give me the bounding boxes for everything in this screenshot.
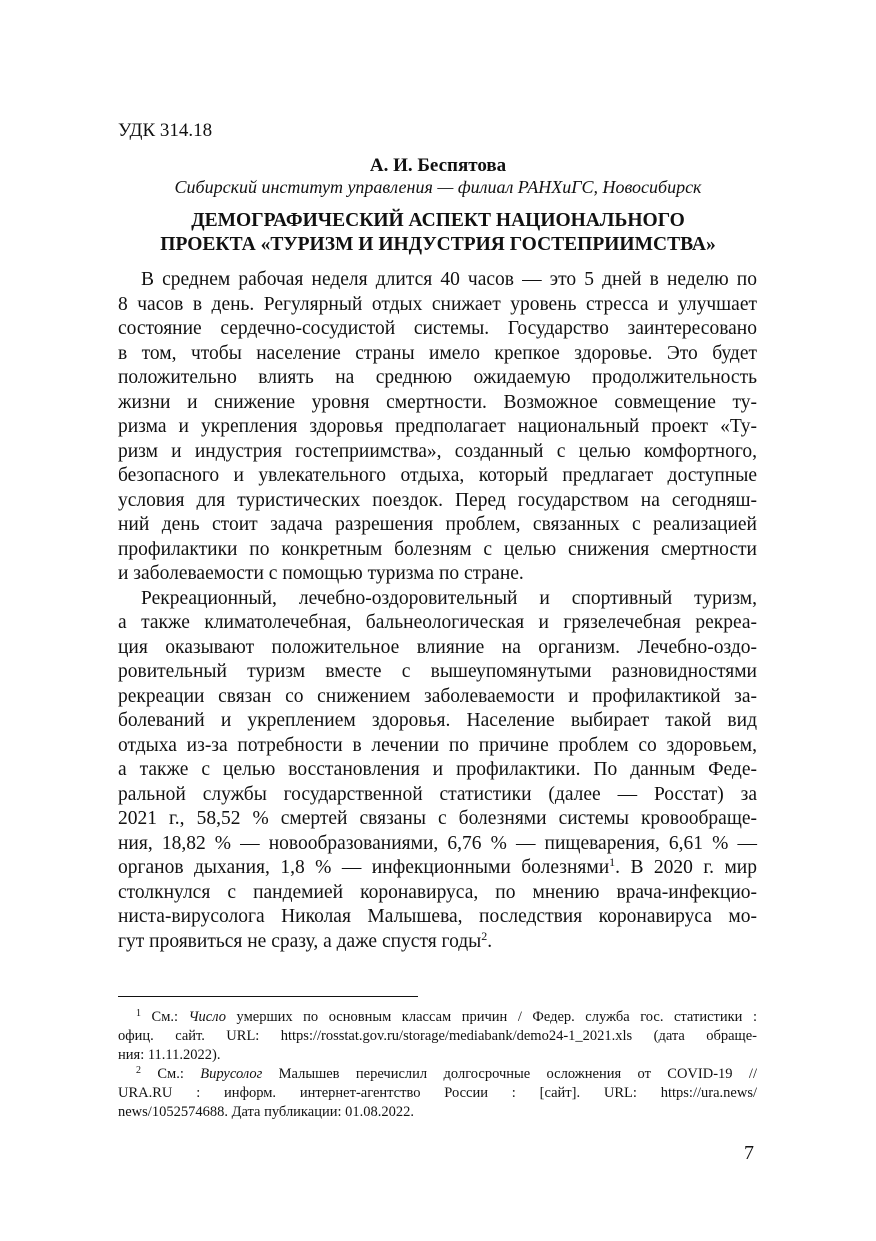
footnote-line: news/1052574688. Дата публикации: 01.08.2022. <box>118 1104 415 1120</box>
text-line: жизни и снижение уровня смертности. Возможное совмещение ту- <box>118 391 757 413</box>
footnote-line: ния: 11.11.2022). <box>118 1047 221 1063</box>
text-segment: См.: <box>141 1009 189 1025</box>
text-line: положительно влиять на среднюю ожидаемую продолжительность <box>118 367 757 388</box>
article-body <box>118 268 757 954</box>
author-name: А. И. Беспятова <box>369 155 507 176</box>
text-line: рекреации связан со снижением заболеваемости и профилактикой за- <box>118 685 757 707</box>
text-line <box>118 856 757 881</box>
text-line: ния, 18,82 % — новообразованиями, 6,76 % — пищеварения, 6,61 % — <box>118 832 757 854</box>
page-number: 7 <box>744 1142 754 1164</box>
text-line: а также с целью восстановления и профилактики. По данным Феде- <box>118 759 757 780</box>
text-line: ровительный туризм вместе с вышеупомянутыми разновидностями <box>118 661 757 682</box>
title-line: ПРОЕКТА «ТУРИЗМ И ИНДУСТРИЯ ГОСТЕПРИИМСТВА» <box>160 234 716 255</box>
text-segment: . В 2020 г. мир <box>615 857 757 878</box>
affiliation: Сибирский институт управления — филиал РАНХиГС, Новосибирск <box>174 177 702 197</box>
footnote-italic: Число <box>188 1009 226 1025</box>
text-line: столкнулся с пандемией коронавируса, по мнению врача-инфекцио- <box>118 881 757 903</box>
text-line <box>118 930 757 955</box>
paragraph-2 <box>118 587 757 955</box>
article-title <box>118 209 758 257</box>
text-line: состояние сердечно-сосудистой системы. Государство заинтересовано <box>118 318 757 339</box>
text-line: В среднем рабочая неделя длится 40 часов — это 5 дней в неделю по <box>141 269 757 290</box>
footnote-line <box>118 1008 757 1027</box>
text-line: ниста-вирусолога Николая Малышева, последствия коронавируса мо- <box>118 906 757 927</box>
footnote-italic: Вирусолог <box>200 1066 263 1082</box>
text-line: ральной службы государственной статистики (далее — Росстат) за <box>118 783 757 805</box>
text-line: а также климатолечебная, бальнеологическая и грязелечебная рекреа- <box>118 612 757 633</box>
footnote-1 <box>118 1008 757 1065</box>
footnote-line: офиц. сайт. URL: https://rosstat.gov.ru/storage/mediabank/demo24-1_2021.xls (дата обраще- <box>118 1028 757 1044</box>
footnote-divider <box>118 996 418 997</box>
text-segment: органов дыхания, 1,8 % — инфекционными болезнями <box>118 857 610 878</box>
text-line: 8 часов в день. Регулярный отдых снижает уровень стресса и улучшает <box>118 293 757 315</box>
footnotes <box>118 1008 757 1122</box>
text-segment: умерших по основным классам причин / Федер. служба гос. статистики : <box>226 1009 757 1025</box>
text-line: ция оказывают положительное влияние на организм. Лечебно-оздо- <box>118 636 757 658</box>
text-line: 2021 г., 58,52 % смертей связаны с болезнями системы кровообраще- <box>118 808 757 829</box>
text-segment: См.: <box>141 1066 201 1082</box>
text-segment: . <box>487 930 493 952</box>
text-segment: Малышев перечислил долгосрочные осложнения от COVID-19 // <box>262 1066 757 1082</box>
footnote-2 <box>118 1065 757 1122</box>
footnote-ref-1[interactable]: 1 <box>609 855 616 869</box>
footnote-number: 2 <box>136 1065 141 1076</box>
text-line: безопасного и увлекательного отдыха, который предлагает доступные <box>118 465 757 486</box>
udc-code: УДК 314.18 <box>118 120 213 141</box>
text-line: ризм и индустрия гостеприимства», созданный с целью комфортного, <box>118 440 757 462</box>
text-segment: гут проявиться не сразу, а даже спустя годы <box>118 930 482 952</box>
title-line: ДЕМОГРАФИЧЕСКИЙ АСПЕКТ НАЦИОНАЛЬНОГО <box>191 210 685 231</box>
text-line: отдыха из-за потребности в лечении по причине проблем со здоровьем, <box>118 734 757 756</box>
text-line: болеваний и укреплением здоровья. Население выбирает такой вид <box>118 710 757 731</box>
text-line: условия для туристических поездок. Перед государством на сегодняш- <box>118 489 757 511</box>
text-line: профилактики по конкретным болезням с целью снижения смертности <box>118 538 757 560</box>
text-line: в том, чтобы население страны имело крепкое здоровье. Это будет <box>118 342 757 364</box>
footnote-number: 1 <box>136 1008 141 1019</box>
text-line: Рекреационный, лечебно-оздоровительный и спортивный туризм, <box>141 587 757 609</box>
footnote-line <box>118 1065 757 1084</box>
paragraph-1 <box>118 268 757 587</box>
text-line: ний день стоит задача разрешения проблем, связанных с реализацией <box>118 514 757 535</box>
footnote-ref-2[interactable]: 2 <box>481 928 488 943</box>
footnote-line: URA.RU : информ. интернет-агентство России : [сайт]. URL: https://ura.news/ <box>118 1085 757 1101</box>
text-line: ризма и укрепления здоровья предполагает национальный проект «Ту- <box>118 416 757 437</box>
text-line: и заболеваемости с помощью туризма по стране. <box>118 563 524 584</box>
